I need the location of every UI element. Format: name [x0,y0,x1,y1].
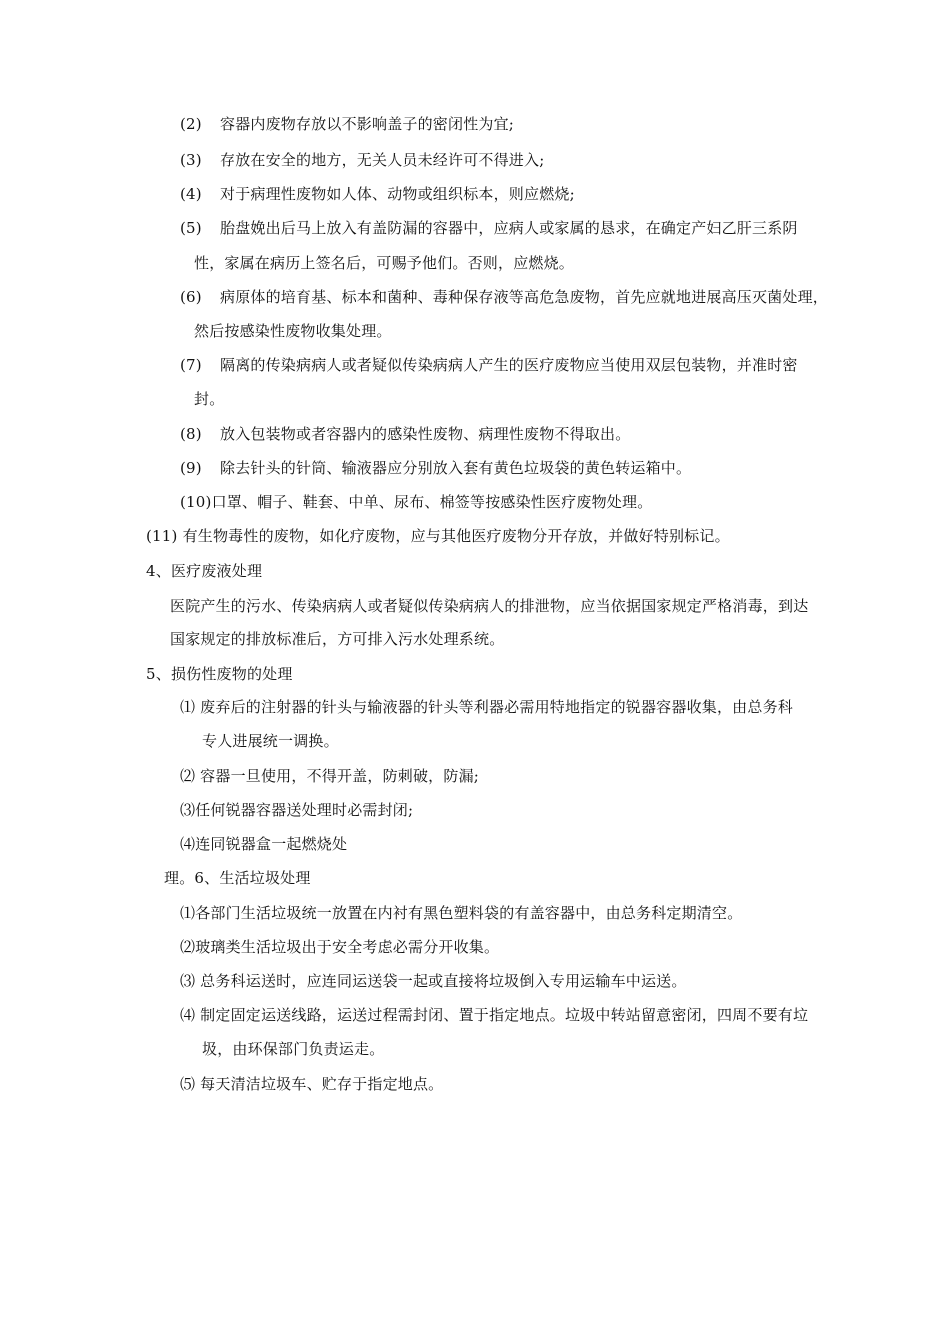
item-number: (2) [180,115,202,133]
item-text: 连同锐器盒一起燃烧处 [195,835,348,853]
item-text: 各部门生活垃圾统一放置在内衬有黑色塑料袋的有盖容器中，由总务科定期清空。 [195,904,743,922]
item-number: ⑴ [180,698,196,716]
item-number: ⑷ [180,835,196,853]
list-item [180,458,691,478]
item-number: ⑶ [180,972,196,990]
paragraph: 国家规定的排放标准后，方可排入污水处理系统。 [170,630,505,648]
list-item-continuation: 封。 [194,390,225,408]
item-text: 总务科运送时，应连同运送袋一起或直接将垃圾倒入专用运输车中运送。 [200,972,687,990]
list-item [180,355,798,375]
item-text: 病原体的培育基、标本和菌种、毒种保存液等高危急废物，首先应就地进展高压灭菌处理， [220,288,829,306]
item-text: 有生物毒性的废物，如化疗废物，应与其他医疗废物分开存放，并做好特别标记。 [182,527,730,545]
paragraph: 医院产生的污水、传染病病人或者疑似传染病病人的排泄物，应当依据国家规定严格消毒，到达 [170,597,809,615]
item-text: 每天清洁垃圾车、贮存于指定地点。 [200,1075,444,1093]
item-text: 存放在安全的地方，无关人员未经许可不得进入; [220,151,545,169]
item-text: 玻璃类生活垃圾出于安全考虑必需分开收集。 [195,938,500,956]
item-number: ⑵ [180,767,196,785]
item-text: 放入包装物或者容器内的感染性废物、病理性废物不得取出。 [220,425,631,443]
list-item [180,971,687,991]
section-heading: 4、医疗废液处理 [146,562,263,580]
item-number: ⑸ [180,1075,196,1093]
item-text: 对于病理性废物如人体、动物或组织标本，则应燃烧; [220,185,575,203]
item-number: (5) [180,219,202,237]
list-item [180,800,413,820]
item-number: (7) [180,356,202,374]
item-number: (4) [180,185,202,203]
item-text: 除去针头的针筒、输液器应分别放入套有黄色垃圾袋的黄色转运箱中。 [220,459,692,477]
item-text: 制定固定运送线路，运送过程需封闭、置于指定地点。垃圾中转站留意密闭，四周不要有垃 [200,1006,809,1024]
list-item [180,937,499,957]
item-text: 废弃后的注射器的针头与输液器的针头等利器必需用特地指定的锐器容器收集，由总务科 [200,698,793,716]
item-text: 容器内废物存放以不影响盖子的密闭性为宜; [220,115,515,133]
list-item-continuation: 专人进展统一调换。 [202,732,339,750]
item-number: ⑷ [180,1006,196,1024]
item-number: (3) [180,151,202,169]
item-number: ⑵ [180,938,196,956]
list-item [180,287,828,307]
list-item-continuation: 性，家属在病历上签名后，可赐予他们。否则，应燃烧。 [194,254,575,272]
list-item [180,492,652,512]
item-text: 容器一旦使用，不得开盖，防刺破，防漏; [200,767,480,785]
section-heading: 理。6、生活垃圾处理 [164,869,311,887]
item-text: 口罩、帽子、鞋套、中单、尿布、棉签等按感染性医疗废物处理。 [211,493,653,511]
list-item [180,424,630,444]
item-text: 隔离的传染病病人或者疑似传染病病人产生的医疗废物应当使用双层包装物，并准时密 [220,356,798,374]
list-item-continuation: 然后按感染性废物收集处理。 [194,322,392,340]
item-number: (11) [146,527,178,545]
list-item [180,184,575,204]
list-item [180,697,793,717]
list-item [180,1005,808,1025]
item-number: (6) [180,288,202,306]
list-item [180,218,798,238]
list-item [180,903,742,923]
list-item [180,766,479,786]
list-item [180,114,514,134]
item-text: 胎盘娩出后马上放入有盖防漏的容器中，应病人或家属的恳求，在确定产妇乙肝三系阴 [220,219,798,237]
item-number: (9) [180,459,202,477]
item-number: ⑴ [180,904,196,922]
list-item [180,1074,443,1094]
list-item [146,526,730,546]
list-item [180,150,544,170]
item-number: ⑶ [180,801,196,819]
list-item [180,834,347,854]
item-number: (8) [180,425,202,443]
item-number: (10) [180,493,212,511]
item-text: 任何锐器容器送处理时必需封闭; [195,801,414,819]
section-heading: 5、损伤性废物的处理 [146,665,293,683]
list-item-continuation: 圾，由环保部门负责运走。 [202,1040,385,1058]
